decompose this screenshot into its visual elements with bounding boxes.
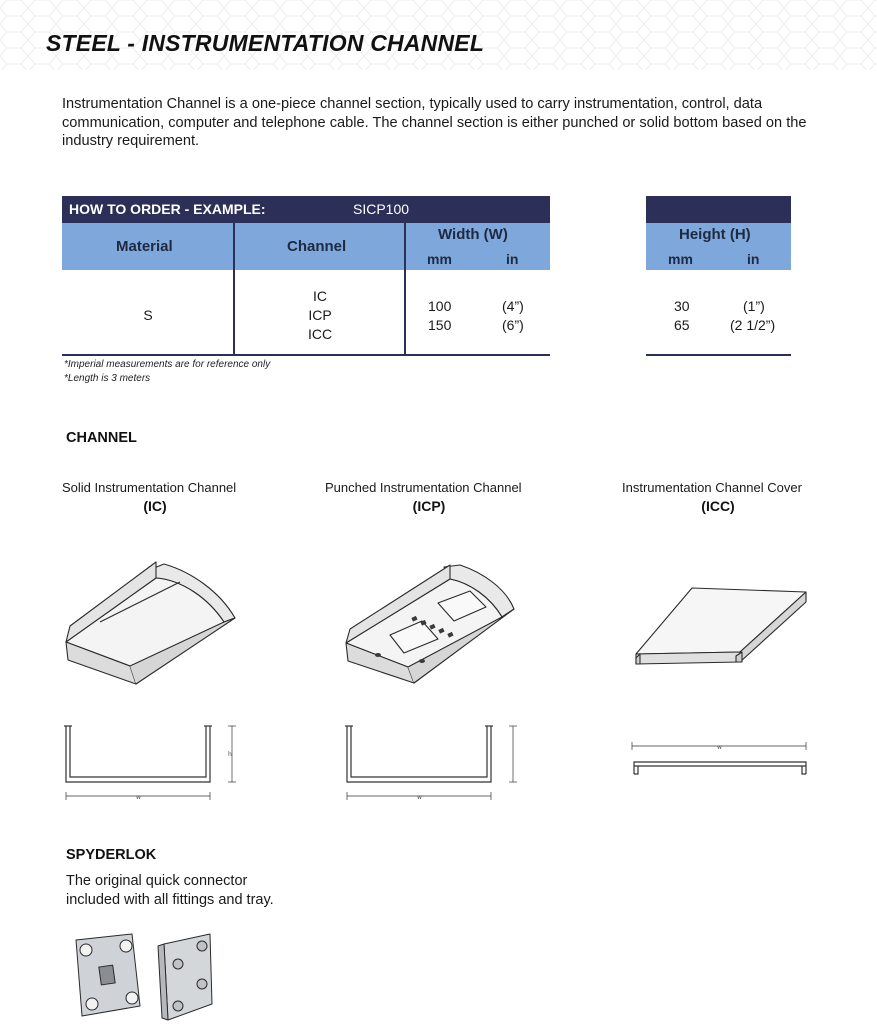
solid-channel-section-drawing: [62, 722, 242, 804]
code-icp: (ICP): [412, 498, 446, 514]
height-in-2: (2 1/2”): [730, 317, 776, 333]
height-bottom-rule: [646, 354, 791, 356]
order-header-bar: [62, 196, 550, 223]
spyderlok-heading: SPYDERLOK: [66, 847, 157, 863]
spyderlok-line-2: included with all fittings and tray.: [66, 892, 274, 908]
punched-channel-drawing: [342, 565, 522, 695]
order-example-code: SICP100: [353, 201, 410, 217]
punched-channel-section-drawing: [343, 722, 523, 804]
channel-heading: CHANNEL: [66, 430, 137, 446]
height-column-header: [646, 223, 791, 270]
height-mm-2: 65: [674, 317, 690, 333]
height-unit-mm: mm: [668, 251, 693, 267]
col-channel: Channel: [287, 238, 347, 255]
order-header-label: HOW TO ORDER - EXAMPLE:: [69, 201, 266, 217]
height-unit-in: in: [747, 251, 760, 267]
height-table: [646, 196, 791, 356]
channel-cover-section-drawing: [630, 740, 810, 782]
col-height: Height (H): [679, 226, 751, 243]
dim-w-label: w: [717, 744, 722, 751]
note-length: *Length is 3 meters: [64, 373, 151, 384]
height-in-1: (1”): [743, 298, 765, 314]
channel-value-icp: ICP: [308, 307, 332, 323]
spyderlok-connector-drawing: [70, 930, 220, 1022]
page-title: STEEL - INSTRUMENTATION CHANNEL: [46, 30, 485, 56]
solid-channel-drawing: [60, 562, 240, 692]
caption-icp: Punched Instrumentation Channel: [325, 480, 522, 495]
height-mm-1: 30: [674, 298, 690, 314]
table-bottom-rule: [62, 354, 550, 356]
dim-h-label: h: [228, 751, 232, 758]
code-ic: (IC): [143, 498, 167, 514]
width-unit-mm: mm: [427, 251, 452, 267]
width-mm-1: 100: [428, 298, 452, 314]
order-table: [62, 196, 550, 356]
col-material: Material: [116, 238, 173, 255]
width-in-1: (4”): [502, 298, 524, 314]
note-imperial: *Imperial measurements are for reference only: [64, 359, 271, 370]
material-value: S: [143, 307, 153, 323]
order-notes: [64, 358, 270, 386]
channel-value-ic: IC: [313, 288, 327, 304]
channel-cover-drawing: [632, 586, 812, 666]
dim-w-label: w: [136, 794, 141, 801]
caption-ic: Solid Instrumentation Channel: [62, 480, 237, 495]
order-column-header: [62, 223, 550, 270]
height-header-bar: [646, 196, 791, 223]
spyderlok-description: [66, 872, 274, 910]
width-unit-in: in: [506, 251, 519, 267]
width-mm-2: 150: [428, 317, 452, 333]
code-icc: (ICC): [701, 498, 735, 514]
column-divider: [404, 223, 406, 354]
column-divider: [233, 223, 235, 354]
dim-w-label: w: [417, 794, 422, 801]
caption-icc: Instrumentation Channel Cover: [622, 480, 802, 495]
intro-paragraph: Instrumentation Channel is a one-piece channel section, typically used to carry instrumentation, control, data communication, computer and telephone cable. The channel section is either punched or solid bottom based on the industry requirement.: [62, 96, 807, 149]
channel-value-icc: ICC: [307, 326, 333, 342]
width-in-2: (6”): [502, 317, 524, 333]
spyderlok-line-1: The original quick connector: [66, 873, 248, 889]
col-width: Width (W): [438, 226, 508, 243]
